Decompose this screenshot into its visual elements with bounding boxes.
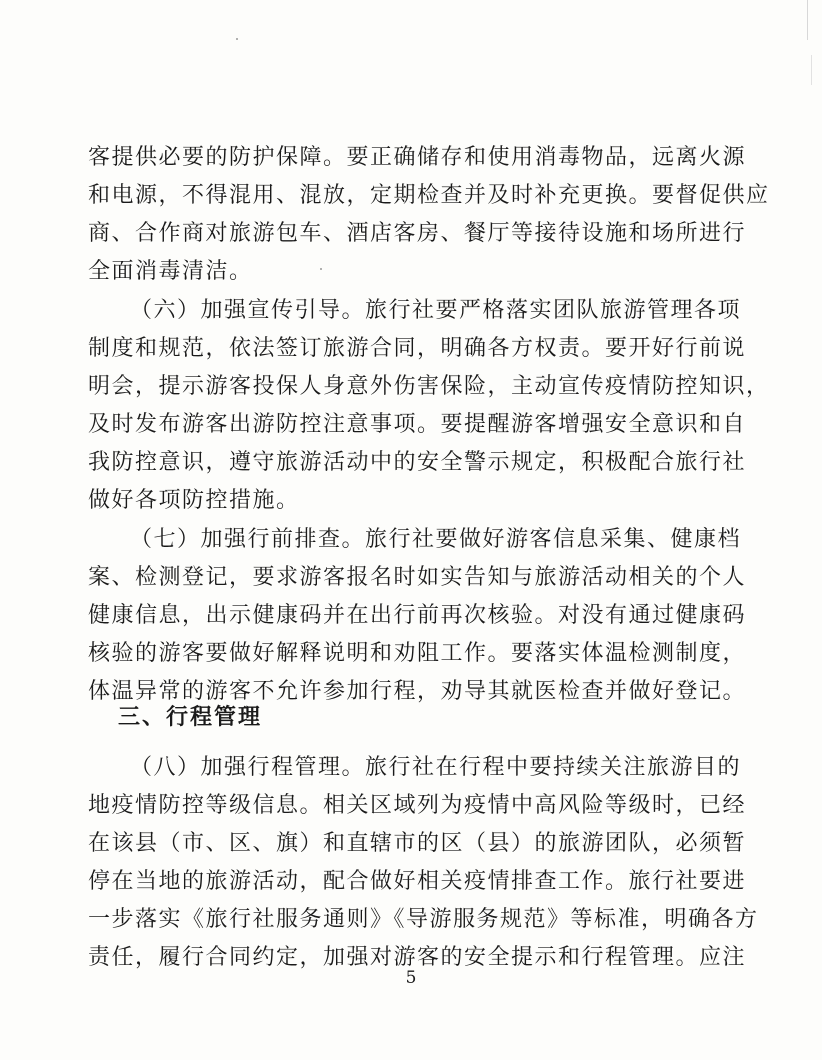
page-number: 5 — [405, 968, 417, 988]
text-line: 在该县（市、区、旗）和直辖市的区（县）的旅游团队，必须暂 — [88, 831, 747, 856]
text-line: 制度和规范，依法签订旅游合同，明确各方权责。要开好行前说 — [88, 336, 747, 361]
text-line: 核验的游客要做好解释说明和劝阻工作。要落实体温检测制度， — [88, 641, 747, 666]
text-line: 案、检测登记，要求游客报名时如实告知与旅游活动相关的个人 — [88, 565, 747, 590]
text-line: 和电源，不得混用、混放，定期检查并及时补充更换。要督促供应 — [88, 183, 770, 208]
text-line: 一步落实《旅行社服务通则》《导游服务规范》等标准，明确各方 — [88, 907, 759, 932]
text-line: 责任，履行合同约定，加强对游客的安全提示和行程管理。应注 — [88, 945, 747, 970]
text-line: 体温异常的游客不允许参加行程，劝导其就医检查并做好登记。 — [88, 679, 747, 704]
text-line: 客提供必要的防护保障。要正确储存和使用消毒物品，远离火源 — [88, 145, 747, 170]
scan-speck — [236, 38, 238, 40]
paragraph-8-first-line: （八）加强行程管理。旅行社在行程中要持续关注旅游目的 — [130, 755, 742, 780]
text-line: 地疫情防控等级信息。相关区域列为疫情中高风险等级时，已经 — [88, 793, 747, 818]
text-line: 我防控意识，遵守旅游活动中的安全警示规定，积极配合旅行社 — [88, 450, 747, 475]
text-line: 商、合作商对旅游包车、酒店客房、餐厅等接待设施和场所进行 — [88, 221, 747, 246]
text-line: 健康信息，出示健康码并在出行前再次核验。对没有通过健康码 — [88, 603, 747, 628]
text-line: 停在当地的旅游活动，配合做好相关疫情排查工作。旅行社要进 — [88, 869, 747, 894]
section-heading: 三、行程管理 — [118, 705, 263, 730]
text-line: 明会，提示游客投保人身意外伤害保险，主动宣传疫情防控知识， — [88, 374, 770, 399]
text-line: 及时发布游客出游防控注意事项。要提醒游客增强安全意识和自 — [88, 412, 747, 437]
scan-edge-mark — [807, 0, 808, 40]
paragraph-7-first-line: （七）加强行前排查。旅行社要做好游客信息采集、健康档 — [130, 527, 742, 552]
scan-edge-mark — [811, 55, 812, 85]
text-line: 全面消毒清洁。 — [88, 259, 253, 284]
text-line: 做好各项防控措施。 — [88, 488, 300, 513]
paragraph-6-first-line: （六）加强宣传引导。旅行社要严格落实团队旅游管理各项 — [130, 298, 742, 323]
